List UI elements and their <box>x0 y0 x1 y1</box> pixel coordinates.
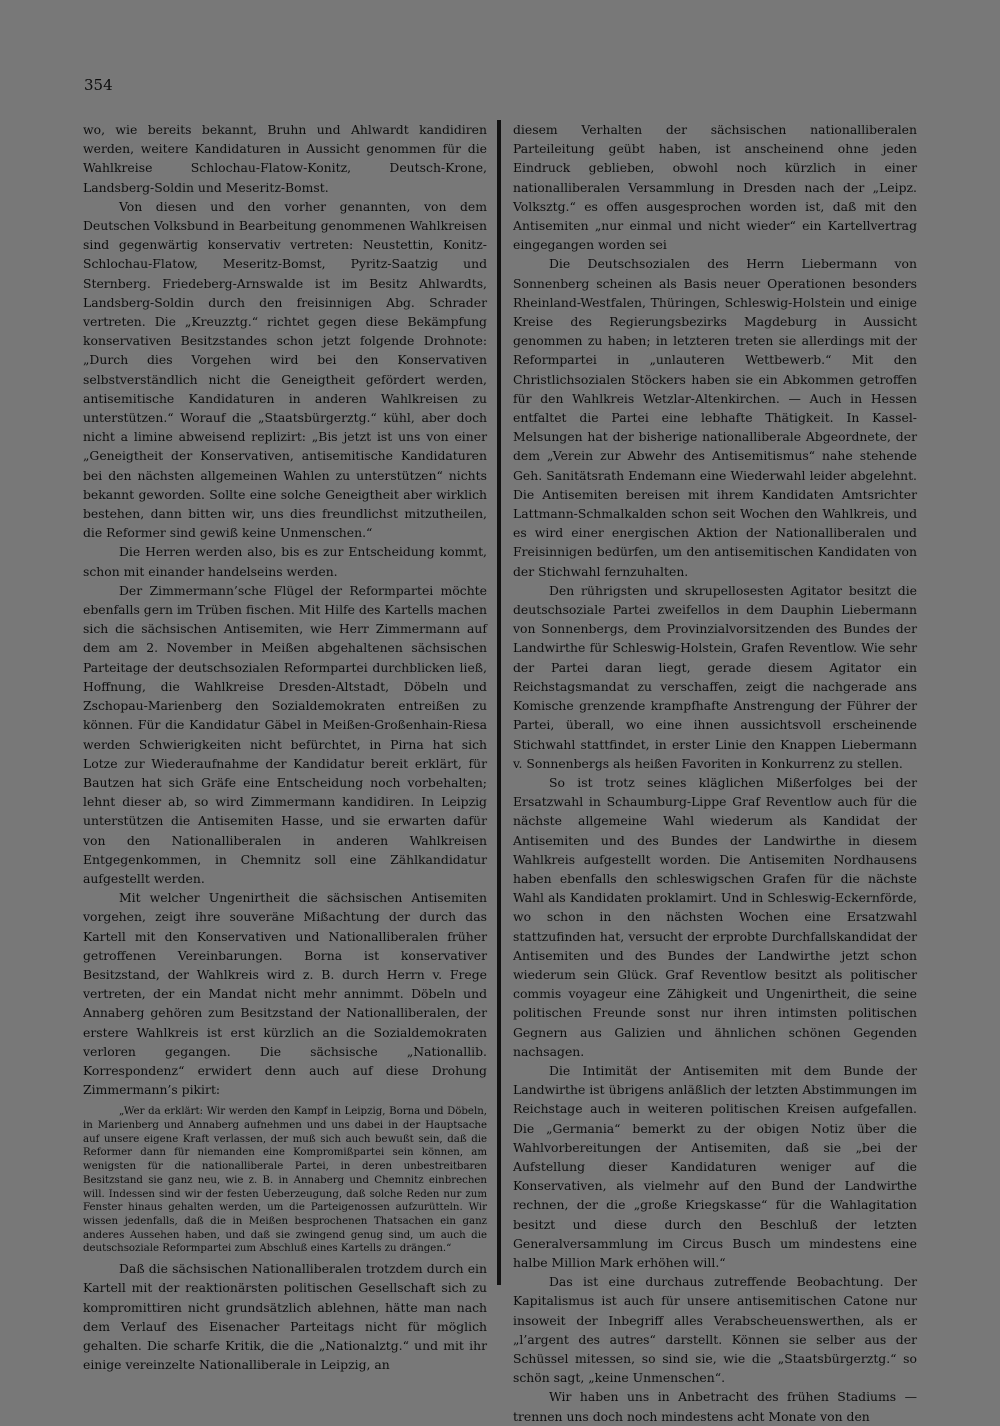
paragraph: Von diesen und den vorher genannten, von dem Deutschen Volksbund in Bearbeitung genommenen Wahlkreisen sind gegenwärtig konservativ vertreten: Neustettin, Konitz-Schlochau-Flatow, Meseritz-Bomst, Pyritz-Saatzig und Sternberg. Friedeberg-Arnswalde ist im Besitz Ahlwardts, Landsberg-Soldin durch den freisinnigen Abg. Schrader vertreten. Die „Kreuzztg.“ richtet gegen diese Bekämpfung konservativen Besitzstandes schon jetzt folgende Drohnote: „Durch dies Vorgehen wird bei den Konservativen selbstverständlich nicht die Geneigtheit gefördert werden, antisemitische Kandidaturen in anderen Wahlkreisen zu unterstützen.“ Worauf die „Staatsbürgerztg.“ kühl, aber doch nicht a limine abweisend replizirt: „Bis jetzt ist uns von einer „Geneigtheit der Konservativen, antisemitische Kandidaturen bei den nächsten allgemeinen Wahlen zu unterstützen“ nichts bekannt geworden. Sollte eine solche Geneigtheit aber wirklich bestehen, dann bitten wir, uns dies freundlichst mitzutheilen, die Reformer sind gewiß keine Unmenschen.“ <box>83 198 487 541</box>
paragraph: Der Zimmermann’sche Flügel der Reformpartei möchte ebenfalls gern im Trüben fischen. Mit Hilfe des Kartells machen sich die sächsischen Antisemiten, wie Herr Zimmermann auf dem am 2. November in Meißen abgehaltenen sächsischen Parteitage der deutschsozialen Reformpartei durchblicken ließ, Hoffnung, die Wahlkreise Dresden-Altstadt, Döbeln und Zschopau-Marienberg den Sozialdemokraten entreißen zu können. Für die Kandidatur Gäbel in Meißen-Großenhain-Riesa werden Schwierigkeiten nicht befürchtet, in Pirna hat sich Lotze zur Wiederaufnahme der Kandidatur bereit erklärt, für Bautzen hat sich Gräfe eine Entscheidung noch vorbehalten; lehnt dieser ab, so wird Zimmermann kandidiren. In Leipzig unterstützen die Antisemiten Hasse, und sie erwarten dafür von den Nationalliberalen in anderen Wahlkreisen Entgegenkommen, in Chemnitz soll eine Zählkandidatur aufgestellt werden. <box>83 582 487 886</box>
paragraph: diesem Verhalten der sächsischen nationalliberalen Parteileitung geübt haben, ist anscheinend ohne jeden Eindruck geblieben, obwohl noch kürzlich in einer nationalliberalen Versammlung in Dresden nach der „Leipz. Volksztg.“ es offen ausgesprochen worden ist, daß mit den Antisemiten „nur einmal und nicht wieder“ ein Kartellvertrag eingegangen worden sei <box>513 122 917 253</box>
left-column <box>83 120 487 1374</box>
block-quote: „Wer da erklärt: Wir werden den Kampf in Leipzig, Borna und Döbeln, in Marienberg und Annaberg aufnehmen und uns dabei in der Hauptsache auf unsere eigene Kraft verlassen, der muß sich auch bewußt sein, daß die Reformer dann für niemanden eine Kompromißpartei sein können, am wenigsten für die nationalliberale Partei, in deren unbestreitbaren Besitzstand sie ganz neu, wie z. B. in Annaberg und Chemnitz einbrechen will. Indessen sind wir der festen Ueberzeugung, daß solche Reden nur zum Fenster hinaus gehalten werden, um die Parteigenossen aufzurütteln. Wir wissen jedenfalls, daß die in Meißen besprochenen Thatsachen ein ganz anderes Aussehen haben, und daß sie zwingend genug sind, um auch die deutschsoziale Reformpartei zum Abschluß eines Kartells zu drängen.“ <box>83 1106 487 1255</box>
paragraph: Daß die sächsischen Nationalliberalen trotzdem durch ein Kartell mit der reaktionärsten politischen Gesellschaft sich zu kompromittiren nicht grundsätzlich ablehnen, hätte man nach dem Verlauf des Eisenacher Parteitags nicht für möglich gehalten. Die scharfe Kritik, die die „Nationalztg.“ und mit ihr einige vereinzelte Nationalliberale in Leipzig, an <box>83 1261 487 1373</box>
paragraph: Den rührigsten und skrupellosesten Agitator besitzt die deutschsoziale Partei zweifellos in dem Dauphin Liebermann von Sonnenbergs, dem Provinzialvorsitzenden des Bundes der Landwirthe für Schleswig-Holstein, Grafen Reventlow. Wie sehr der Partei daran liegt, gerade diesem Agitator ein Reichstagsmandat zu verschaffen, zeigt die nachgerade ans Komische grenzende krampfhafte Anstrengung der Führer der Partei, überall, wo eine ihnen aussichtsvoll erscheinende Stichwahl stattfindet, in erster Linie den Knappen Liebermann v. Sonnenbergs als heißen Favoriten in Konkurrenz zu stellen. <box>513 582 917 771</box>
column-divider <box>497 120 501 1285</box>
right-column <box>513 120 917 1426</box>
paragraph: Das ist eine durchaus zutreffende Beobachtung. Der Kapitalismus ist auch für unsere antisemitischen Catone nur insoweit der Inbegriff alles Verabscheuenswerthen, als er „l’argent des autres“ darstellt. Können sie selber aus der Schüssel mitessen, so sind sie, wie die „Staatsbürgerztg.“ so schön sagt, „keine Unmenschen“. <box>513 1274 917 1386</box>
paragraph: So ist trotz seines kläglichen Mißerfolges bei der Ersatzwahl in Schaumburg-Lippe Graf Reventlow auch für die nächste allgemeine Wahl wiederum als Kandidat der Antisemiten und des Bundes der Landwirthe in diesem Wahlkreis aufgestellt worden. Die Antisemiten Nordhausens haben ebenfalls den schleswigschen Grafen für die nächste Wahl als Kandidaten proklamirt. Und in Schleswig-Eckernförde, wo schon in den nächsten Wochen eine Ersatzwahl stattzufinden hat, versucht der erprobte Durchfallskandidat der Antisemiten und des Bundes der Landwirthe jetzt schon wiederum sein Glück. Graf Reventlow besitzt als politischer commis voyageur eine Zähigkeit und Ungenirtheit, die seine politischen Freunde sonst nur ihren intimsten politischen Gegnern aus Galizien und ähnlichen schönen Gegenden nachsagen. <box>513 774 917 1059</box>
paragraph: Die Herren werden also, bis es zur Entscheidung kommt, schon mit einander handelseins werden. <box>83 544 487 579</box>
paragraph: wo, wie bereits bekannt, Bruhn und Ahlwardt kandidiren werden, weitere Kandidaturen in Aussicht genommen für die Wahlkreise Schlochau-Flatow-Konitz, Deutsch-Krone, Landsberg-Soldin und Meseritz-Bomst. <box>83 122 487 195</box>
page-number: 354 <box>84 76 113 94</box>
paragraph: Die Deutschsozialen des Herrn Liebermann von Sonnenberg scheinen als Basis neuer Operationen besonders Rheinland-Westfalen, Thüringen, Schleswig-Holstein und einige Kreise des Regierungsbezirks Magdeburg in Aussicht genommen zu haben; in letzteren treten sie allerdings mit der Reformpartei in „unlauteren Wettbewerb.“ Mit den Christlichsozialen Stöckers haben sie ein Abkommen getroffen für den Wahlkreis Wetzlar-Altenkirchen. — Auch in Hessen entfaltet die Partei eine lebhafte Thätigkeit. In Kassel-Melsungen hat der bisherige nationalliberale Abgeordnete, der dem „Verein zur Abwehr des Antisemitismus“ nahe stehende Geh. Sanitätsrath Endemann eine Wiederwahl leider abgelehnt. Die Antisemiten bereisen mit ihrem Kandidaten Amtsrichter Lattmann-Schmalkalden schon seit Wochen den Wahlkreis, und es wird einer energischen Aktion der Nationalliberalen und Freisinnigen bedürfen, um den antisemitischen Kandidaten von der Stichwahl fernzuhalten. <box>513 256 917 579</box>
paragraph: Mit welcher Ungenirtheit die sächsischen Antisemiten vorgehen, zeigt ihre souveräne Mißachtung der durch das Kartell mit den Konservativen und Nationalliberalen früher getroffenen Vereinbarungen. Borna ist konservativer Besitzstand, der Wahlkreis wird z. B. durch Herrn v. Frege vertreten, der ein Mandat nicht mehr annimmt. Döbeln und Annaberg gehören zum Besitzstand der Nationalliberalen, der erstere Wahlkreis ist erst kürzlich an die Sozialdemokraten verloren gegangen. Die sächsische „Nationallib. Korrespondenz“ erwidert denn auch auf diese Drohung Zimmermann’s pikirt: <box>83 890 487 1098</box>
paragraph: Die Intimität der Antisemiten mit dem Bunde der Landwirthe ist übrigens anläßlich der letzten Abstimmungen im Reichstage auch in weiteren politischen Kreisen aufgefallen. Die „Germania“ bemerkt zu der obigen Notiz über die Wahlvorbereitungen der Antisemiten, daß sie „bei der Aufstellung dieser Kandidaturen weniger auf die Konservativen, als vielmehr auf den Bund der Landwirthe rechnen, der die „große Kriegskasse“ für die Wahlagitation besitzt und diese durch den Beschluß der letzten Generalversammlung im Circus Busch um mindestens eine halbe Million Mark erhöhen will.“ <box>513 1062 917 1270</box>
paragraph: Wir haben uns in Anbetracht des frühen Stadiums — trennen uns doch noch mindestens acht Monate von den <box>513 1389 917 1424</box>
